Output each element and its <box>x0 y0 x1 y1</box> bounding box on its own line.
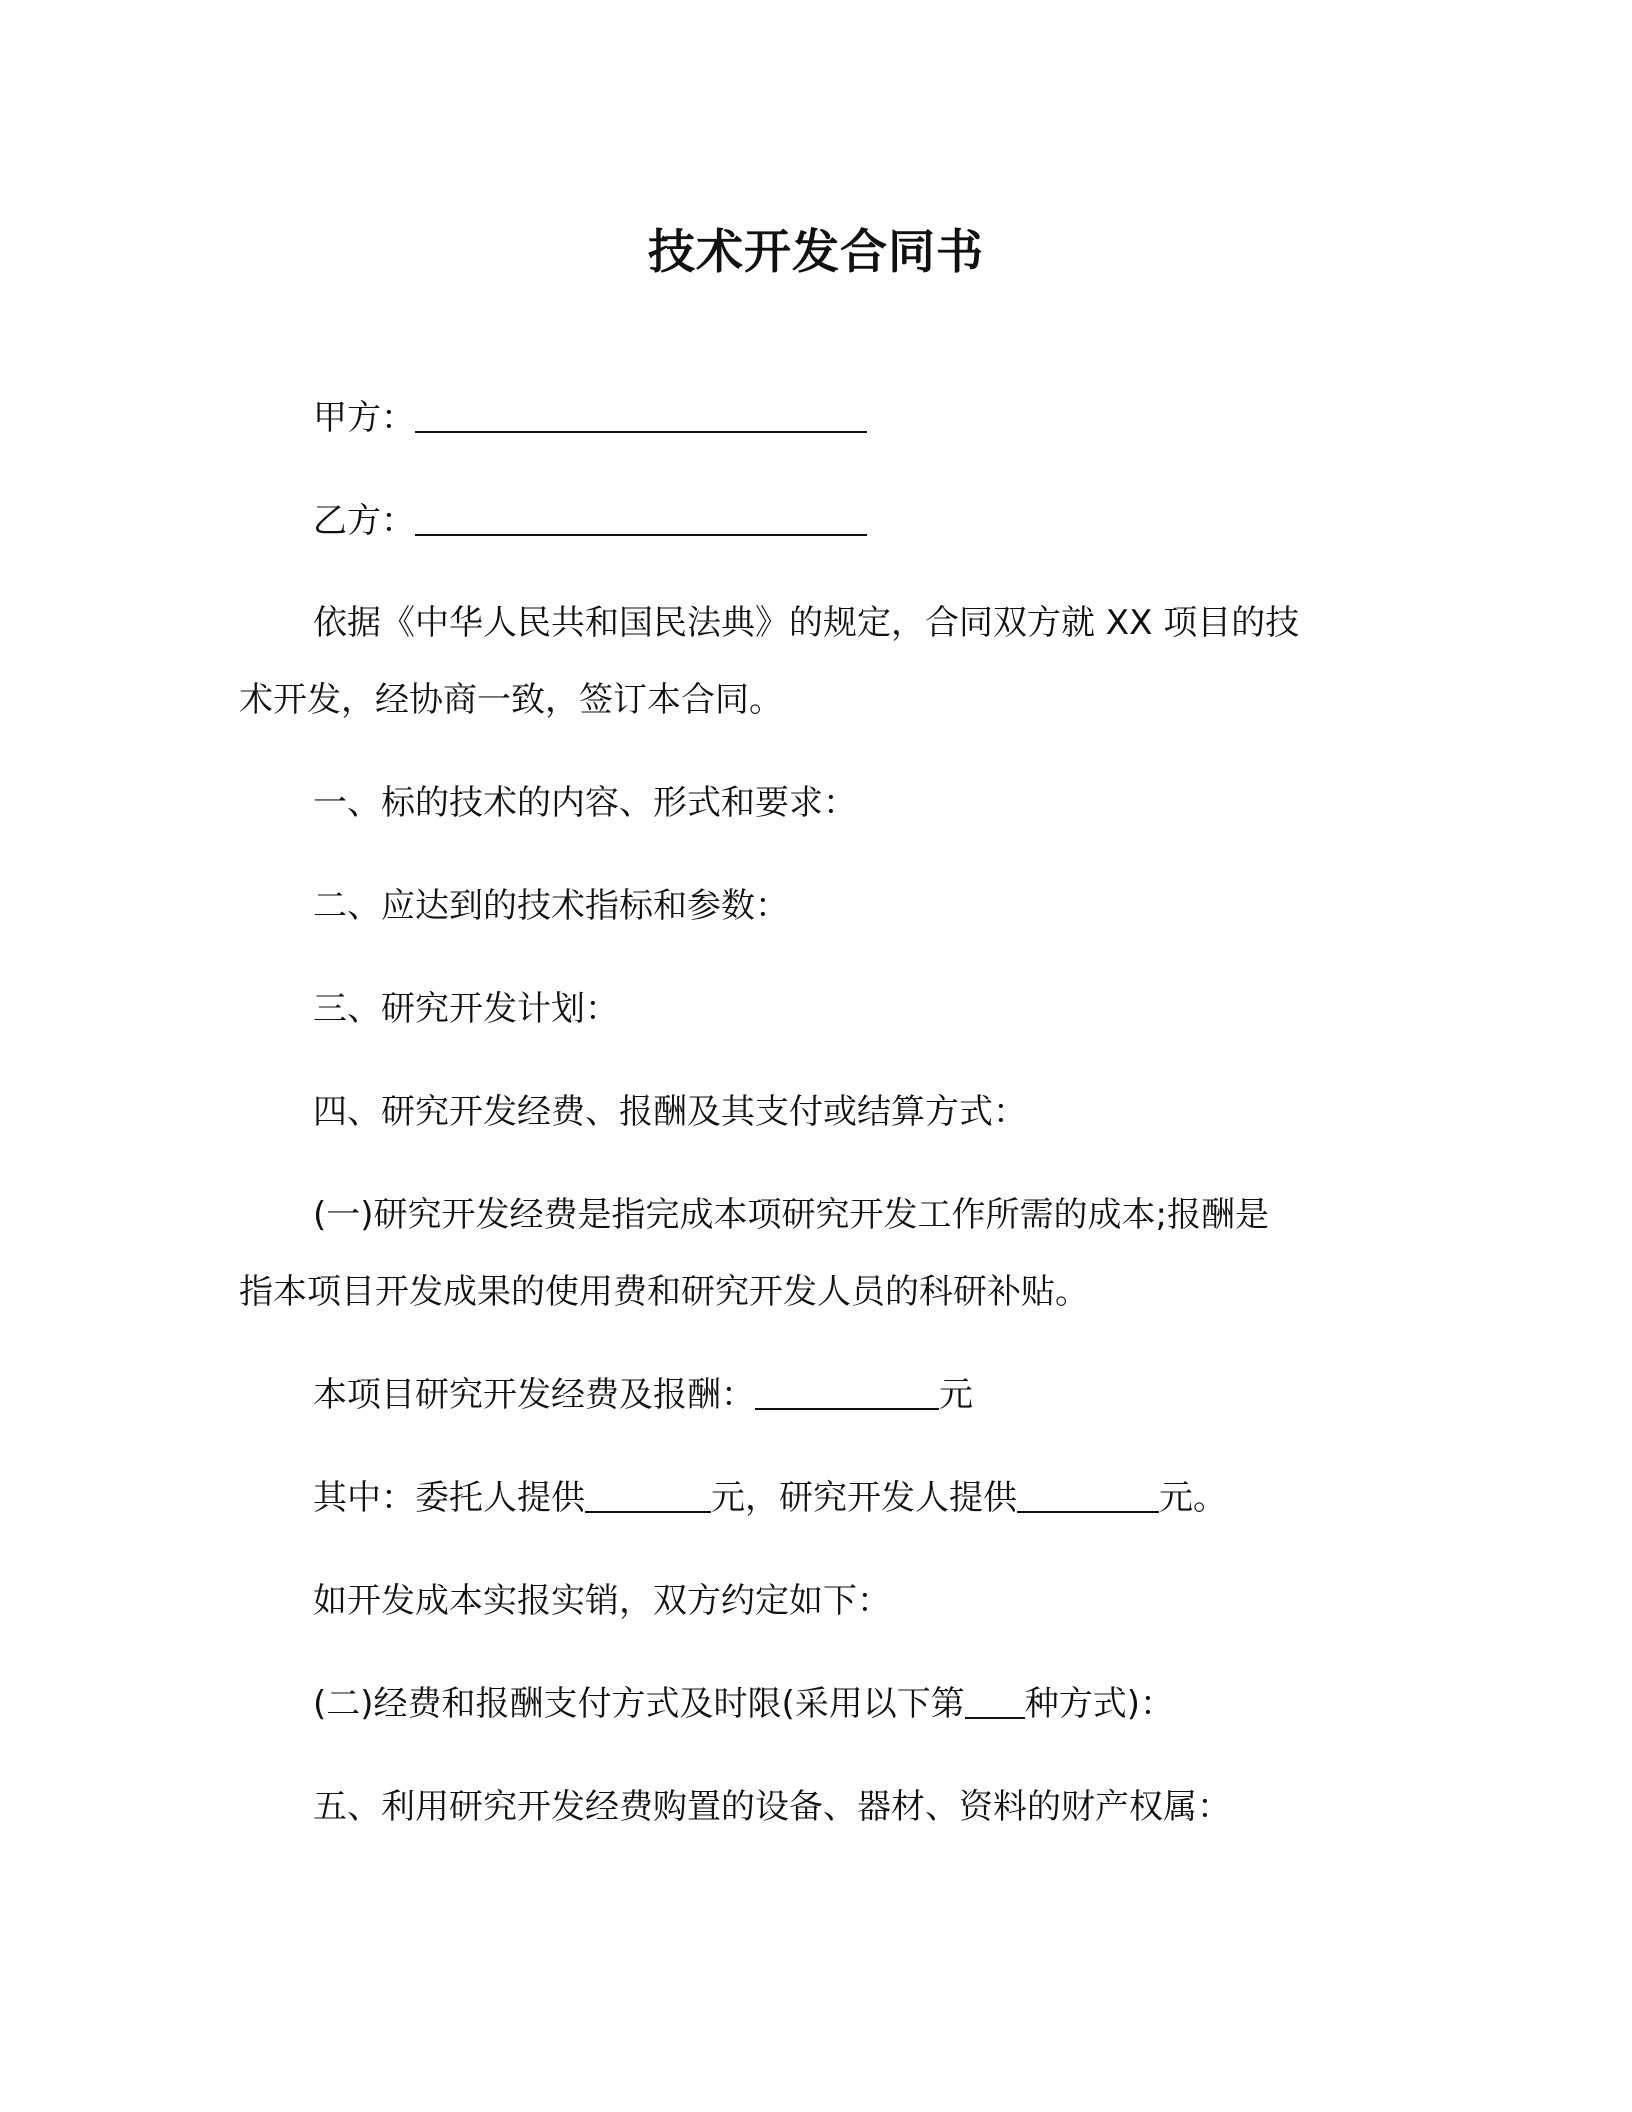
client-amount-blank[interactable] <box>585 1481 711 1513</box>
intro-line-2: 术开发，经协商一致，签订本合同。 <box>239 680 783 720</box>
fee-split-middle: 元，研究开发人提供 <box>711 1478 1017 1518</box>
subsection-2-line <box>313 1679 1174 1729</box>
subsection-2-suffix: 种方式)： <box>1024 1684 1175 1724</box>
document-title: 技术开发合同书 <box>648 225 984 280</box>
section-1-heading: 一、标的技术的内容、形式和要求： <box>313 783 857 823</box>
section-4-heading: 四、研究开发经费、报酬及其支付或结算方式： <box>313 1092 1027 1132</box>
intro-line-1: 依据《中华人民共和国民法典》的规定，合同双方就 XX 项目的技 <box>313 603 1300 643</box>
section-2-heading: 二、应达到的技术指标和参数： <box>313 886 789 926</box>
party-a-label: 甲方： <box>313 398 415 438</box>
actual-cost-line: 如开发成本实报实销，双方约定如下： <box>313 1581 891 1621</box>
party-a-line <box>313 393 867 443</box>
section-5-heading: 五、利用研究开发经费购置的设备、器材、资料的财产权属： <box>313 1787 1231 1827</box>
fee-split-prefix: 其中：委托人提供 <box>313 1478 585 1518</box>
subsection-1-line-1: (一)研究开发经费是指完成本项研究开发工作所需的成本;报酬是 <box>313 1195 1269 1235</box>
fee-line <box>313 1370 973 1420</box>
fee-split-line <box>313 1473 1227 1523</box>
section-3-heading: 三、研究开发计划： <box>313 989 619 1029</box>
party-b-label: 乙方： <box>313 501 415 541</box>
fee-amount-blank[interactable] <box>755 1378 939 1410</box>
party-b-blank[interactable] <box>415 504 867 536</box>
developer-amount-blank[interactable] <box>1017 1481 1159 1513</box>
party-a-blank[interactable] <box>415 401 867 433</box>
subsection-1-line-2: 指本项目开发成果的使用费和研究开发人员的科研补贴。 <box>239 1272 1089 1312</box>
fee-split-suffix: 元。 <box>1159 1478 1227 1518</box>
payment-method-blank[interactable] <box>965 1687 1025 1719</box>
fee-label: 本项目研究开发经费及报酬： <box>313 1375 755 1415</box>
fee-unit: 元 <box>939 1375 973 1415</box>
party-b-line <box>313 496 867 546</box>
subsection-2-prefix: (二)经费和报酬支付方式及时限(采用以下第 <box>313 1684 965 1724</box>
